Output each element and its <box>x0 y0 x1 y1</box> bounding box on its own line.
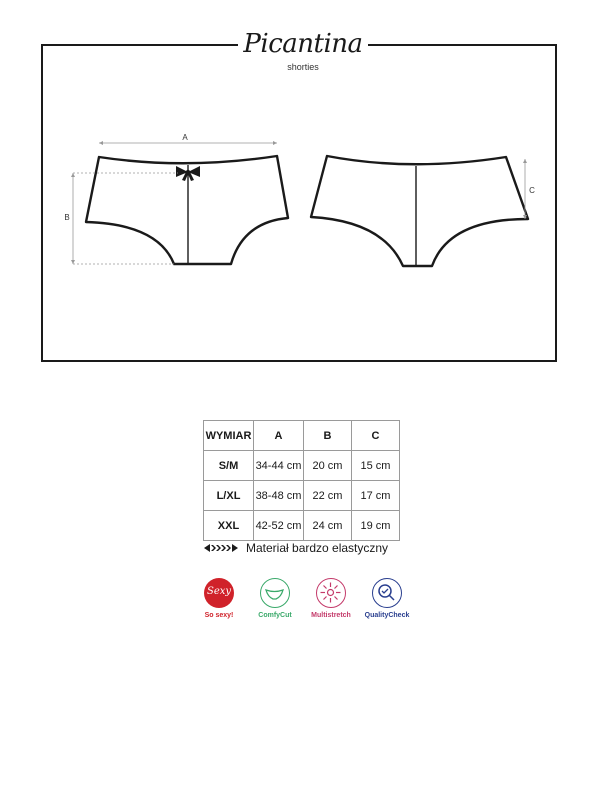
table-cell: 34-44 cm <box>254 451 304 481</box>
table-header-row <box>204 421 400 451</box>
sexy-icon <box>204 578 234 608</box>
table-row <box>204 451 400 481</box>
badge-label: Multistretch <box>311 612 351 619</box>
table-row <box>204 481 400 511</box>
size-name-cell: S/M <box>204 451 254 481</box>
table-cell: 42-52 cm <box>254 511 304 541</box>
multistretch-icon <box>316 578 346 608</box>
table-header-cell: A <box>254 421 304 451</box>
dimension-b-label: B <box>64 213 70 222</box>
magnifier-check-icon <box>372 578 402 608</box>
size-name-cell: XXL <box>204 511 254 541</box>
brand-subtitle: shorties <box>287 62 319 72</box>
table-cell: 22 cm <box>304 481 352 511</box>
feature-badges <box>194 578 414 630</box>
dimension-c-label: C <box>529 186 535 195</box>
table-row <box>204 511 400 541</box>
brand-header <box>238 22 368 78</box>
size-table <box>203 420 400 541</box>
sexy-icon-text: Sexy <box>206 586 232 597</box>
table-cell: 24 cm <box>304 511 352 541</box>
table-cell: 38-48 cm <box>254 481 304 511</box>
back-view <box>311 156 528 266</box>
comfycut-icon <box>260 578 290 608</box>
table-cell: 17 cm <box>352 481 400 511</box>
table-header-cell: WYMIAR <box>204 421 254 451</box>
badge-label: ComfyCut <box>258 612 292 619</box>
table-header-cell: B <box>304 421 352 451</box>
badge-comfycut <box>250 578 300 619</box>
dimension-a-label: A <box>182 133 188 142</box>
table-cell: 20 cm <box>304 451 352 481</box>
badge-label: QualityCheck <box>364 612 410 619</box>
brand-logo: Picantina <box>243 29 363 59</box>
table-header-cell: C <box>352 421 400 451</box>
table-cell: 19 cm <box>352 511 400 541</box>
elastic-note-text: Materiał bardzo elastyczny <box>246 541 389 555</box>
table-cell: 15 cm <box>352 451 400 481</box>
size-name-cell: L/XL <box>204 481 254 511</box>
double-arrow-stretch-icon <box>204 543 238 553</box>
badge-multistretch <box>306 578 356 619</box>
dimension-a <box>99 141 277 145</box>
shorties-technical-drawing <box>43 46 557 360</box>
badge-qualitycheck <box>362 578 412 619</box>
badge-so-sexy <box>194 578 244 619</box>
badge-label: So sexy! <box>204 612 234 619</box>
elastic-note <box>204 541 388 555</box>
